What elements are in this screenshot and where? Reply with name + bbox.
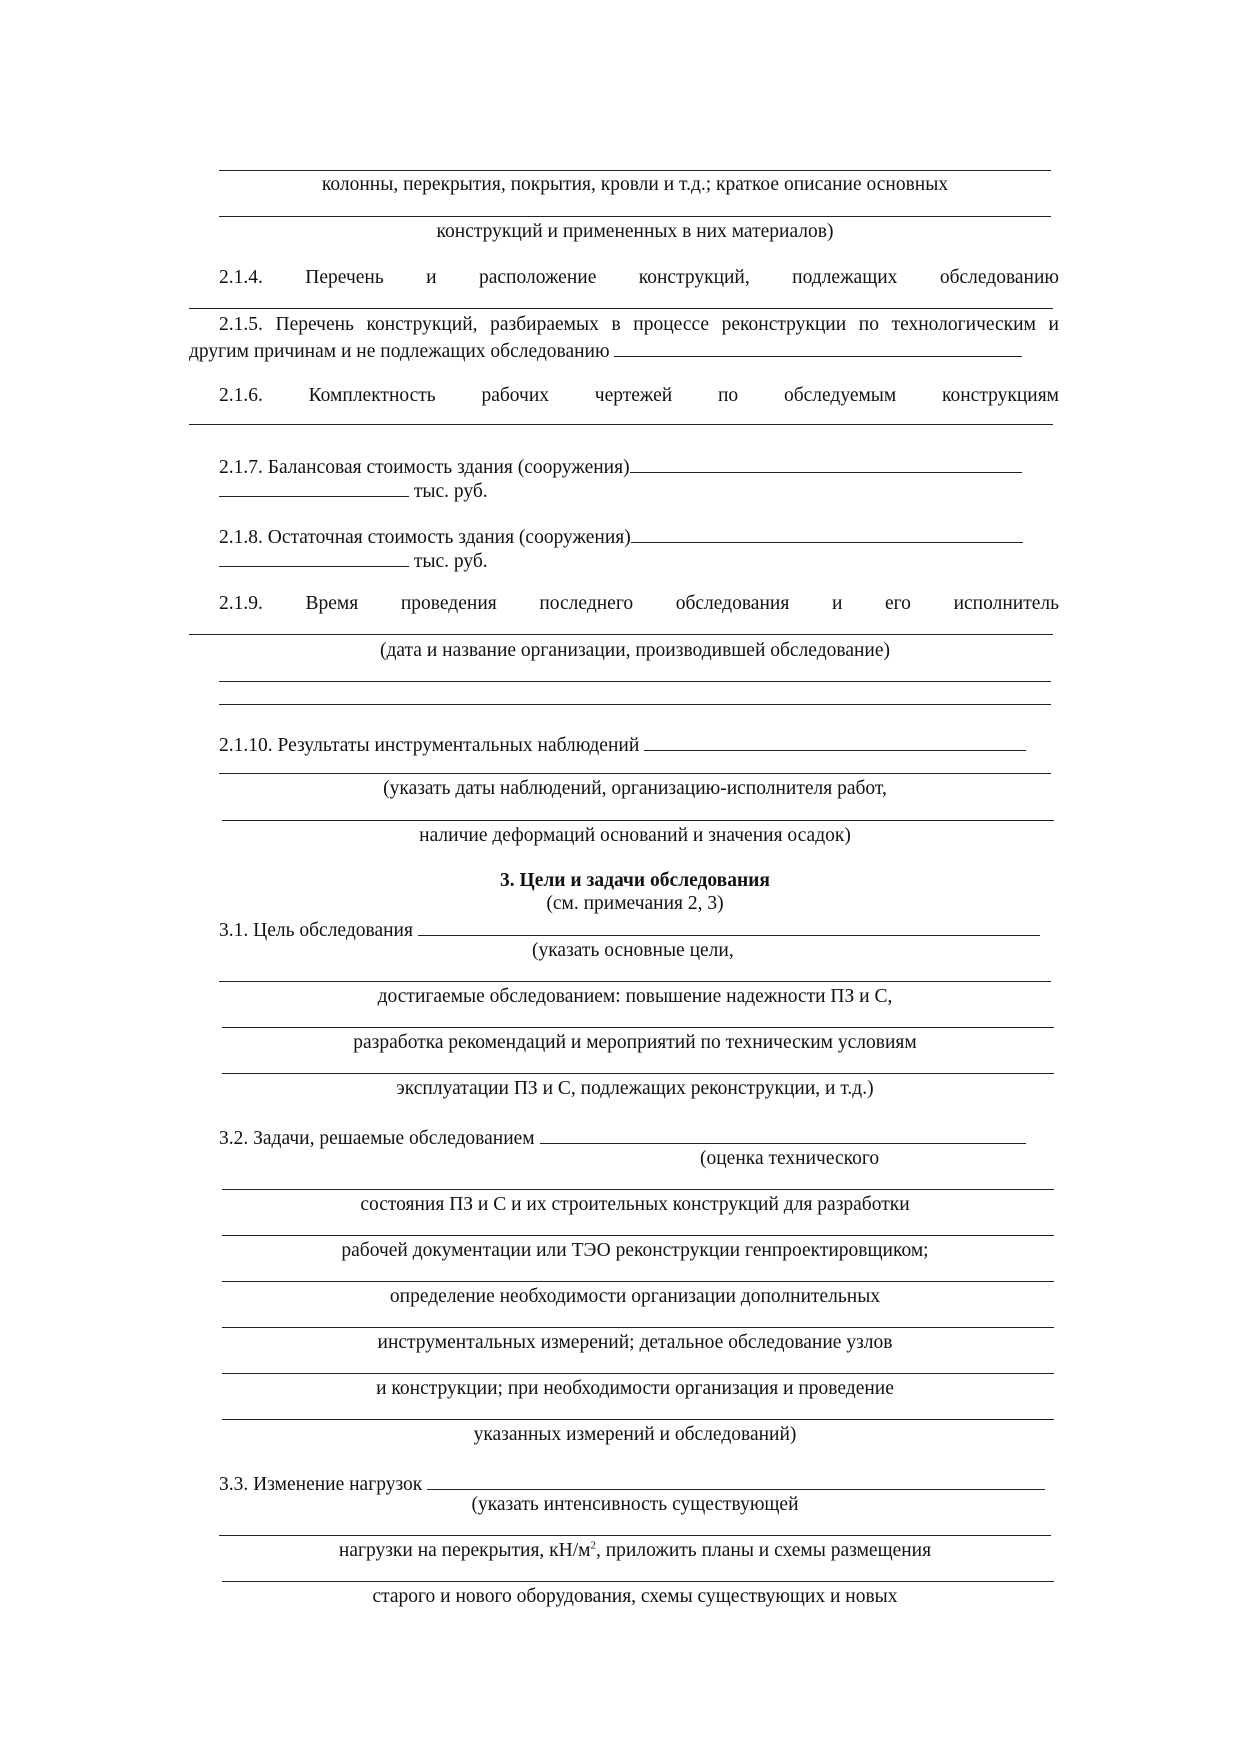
fill-line bbox=[222, 1189, 1054, 1190]
hint-text: инструментальных измерений; детальное обследование узлов bbox=[377, 1332, 893, 1353]
superscript: 2 bbox=[590, 1539, 596, 1552]
section-3-subtitle: (см. примечания 2, 3) bbox=[546, 893, 724, 914]
hint-text: наличие деформаций оснований и значения осадок) bbox=[419, 825, 851, 846]
fill-line bbox=[630, 452, 1022, 473]
fill-line bbox=[219, 216, 1051, 217]
item-3-1: 3.1. Цель обследования bbox=[219, 915, 1040, 943]
fill-line bbox=[219, 681, 1051, 682]
fill-line bbox=[427, 1469, 1045, 1490]
hint-text: (указать даты наблюдений, организацию-исполнителя работ, bbox=[383, 778, 887, 799]
fill-line bbox=[189, 424, 1053, 425]
fill-line bbox=[644, 730, 1026, 751]
item-2-1-4: 2.1.4. Перечень и расположение конструкций, подлежащих обследованию bbox=[219, 267, 1059, 288]
hint-text: разработка рекомендаций и мероприятий по техническим условиям bbox=[353, 1032, 917, 1053]
fill-line bbox=[418, 915, 1040, 936]
section-3-title: 3. Цели и задачи обследования bbox=[500, 870, 770, 891]
fill-line bbox=[222, 1419, 1054, 1420]
hint-text: эксплуатации ПЗ и С, подлежащих реконструкции, и т.д.) bbox=[396, 1078, 874, 1099]
fill-line bbox=[222, 1073, 1054, 1074]
fill-line bbox=[222, 1581, 1054, 1582]
hint-text: колонны, перекрытия, покрытия, кровли и т.д.; краткое описание основных bbox=[321, 174, 949, 195]
hint-text: и конструкции; при необходимости организация и проведение bbox=[376, 1378, 894, 1399]
fill-line bbox=[219, 704, 1051, 705]
fill-line bbox=[189, 308, 1053, 309]
item-2-1-8-unit-line: тыс. руб. bbox=[219, 546, 488, 574]
fill-line bbox=[222, 1373, 1054, 1374]
hint-text: определение необходимости организации дополнительных bbox=[389, 1286, 881, 1307]
fill-line bbox=[222, 1235, 1054, 1236]
hint-text: нагрузки на перекрытия, $кН/м^2$, приложить планы и схемы размещения bbox=[338, 1539, 932, 1561]
fill-line bbox=[222, 1281, 1054, 1282]
hint-text: достигаемые обследованием: повышение надежности ПЗ и С, bbox=[377, 986, 893, 1007]
hint-text: (указать интенсивность существующей bbox=[471, 1494, 799, 1515]
item-2-1-5: 2.1.5. Перечень конструкций, разбираемых в процессе реконструкции по технологическим и bbox=[219, 314, 1059, 335]
fill-line bbox=[219, 546, 409, 567]
fill-line bbox=[540, 1123, 1026, 1144]
item-2-1-8: 2.1.8. Остаточная стоимость здания (сооружения) bbox=[219, 522, 1023, 550]
item-2-1-5-cont: другим причинам и не подлежащих обследованию bbox=[189, 336, 1022, 364]
item-2-1-10: 2.1.10. Результаты инструментальных наблюдений bbox=[219, 730, 1026, 758]
fill-line bbox=[219, 170, 1051, 171]
hint-text: (дата и название организации, производившей обследование) bbox=[379, 640, 891, 661]
item-3-3: 3.3. Изменение нагрузок bbox=[219, 1469, 1045, 1497]
hint-text: (указать основные цели, bbox=[532, 940, 734, 961]
fill-line bbox=[219, 1535, 1051, 1536]
item-3-2: 3.2. Задачи, решаемые обследованием bbox=[219, 1123, 1026, 1151]
fill-line bbox=[219, 773, 1051, 774]
fill-line bbox=[614, 336, 1022, 357]
fill-line bbox=[222, 1327, 1054, 1328]
item-2-1-6: 2.1.6. Комплектность рабочих чертежей по обследуемым конструкциям bbox=[219, 385, 1059, 406]
hint-text: состояния ПЗ и С и их строительных конструкций для разработки bbox=[360, 1194, 910, 1215]
hint-text: старого и нового оборудования, схемы существующих и новых bbox=[372, 1586, 898, 1607]
fill-line bbox=[219, 981, 1051, 982]
fill-line bbox=[222, 820, 1054, 821]
hint-text: рабочей документации или ТЭО реконструкции генпроектировщиком; bbox=[341, 1240, 929, 1261]
item-2-1-7-unit-line: тыс. руб. bbox=[219, 476, 488, 504]
fill-line bbox=[219, 476, 409, 497]
fill-line bbox=[631, 522, 1023, 543]
fill-line bbox=[222, 1027, 1054, 1028]
hint-text: указанных измерений и обследований) bbox=[473, 1424, 797, 1445]
item-2-1-9: 2.1.9. Время проведения последнего обследования и его исполнитель bbox=[219, 593, 1059, 614]
hint-text: (оценка технического bbox=[700, 1148, 880, 1169]
hint-text: конструкций и примененных в них материалов) bbox=[436, 221, 834, 242]
item-2-1-7: 2.1.7. Балансовая стоимость здания (сооружения) bbox=[219, 452, 1022, 480]
fill-line bbox=[189, 634, 1053, 635]
